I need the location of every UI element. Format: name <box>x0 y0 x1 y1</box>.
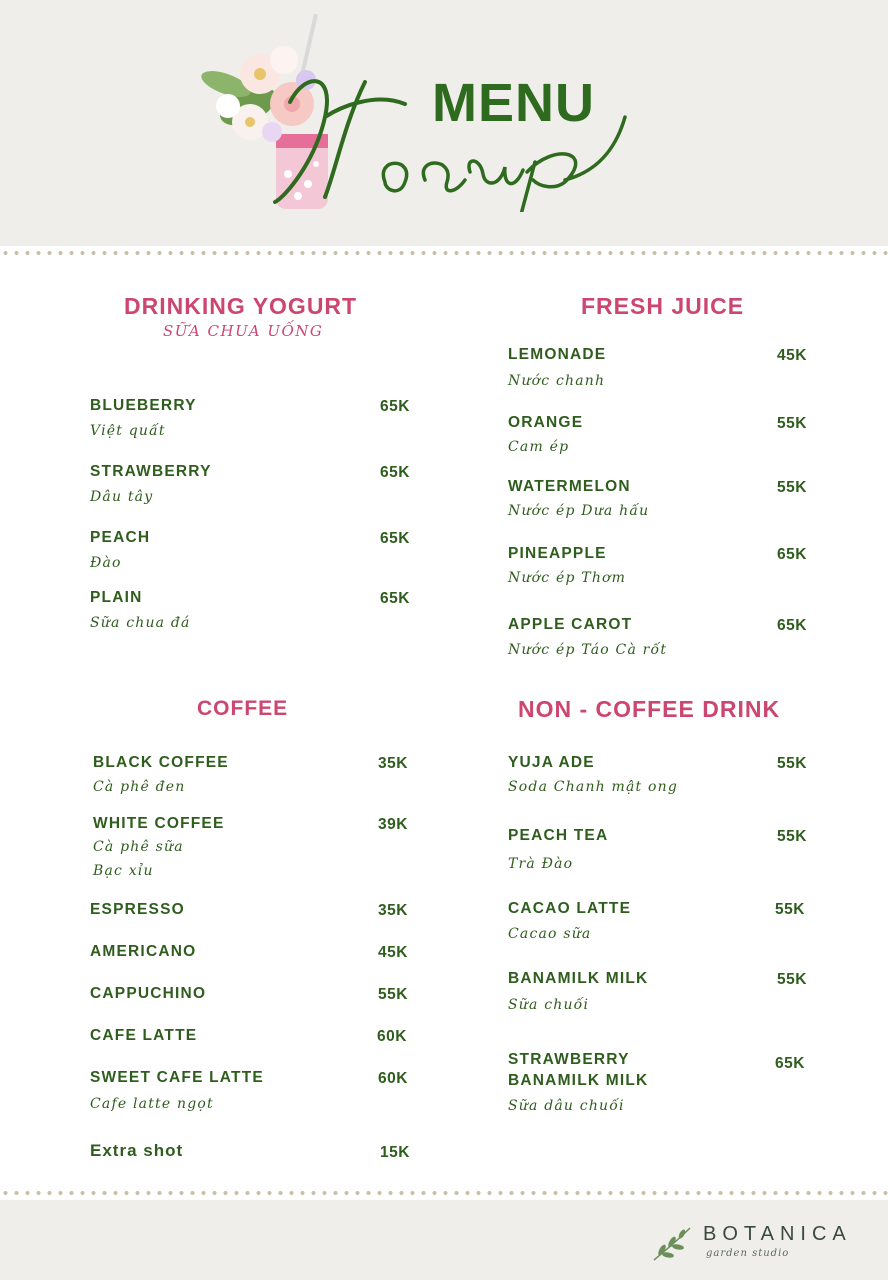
menu-item-name: BLACK COFFEE <box>93 754 229 771</box>
menu-item-translation: Sữa dâu chuối <box>508 1098 625 1114</box>
menu-item-price: 55K <box>777 828 807 845</box>
menu-item-price: 55K <box>378 986 408 1003</box>
menu-item-price: 45K <box>378 944 408 961</box>
menu-item-name: BLUEBERRY <box>90 397 197 414</box>
menu-item-price: 35K <box>378 755 408 772</box>
section-title-non-coffee: NON - COFFEE DRINK <box>518 696 781 722</box>
menu-item-name-line2: BANAMILK MILK <box>508 1072 649 1089</box>
menu-item-name: PINEAPPLE <box>508 545 607 562</box>
menu-item-price: 60K <box>378 1070 408 1087</box>
menu-item-name: PEACH <box>90 529 151 546</box>
menu-item-translation: Nước chanh <box>508 373 606 389</box>
leaf-branch-icon <box>650 1224 694 1264</box>
top-dotted-divider <box>0 250 888 256</box>
menu-item-price: 65K <box>380 398 410 415</box>
menu-item-name: CACAO LATTE <box>508 900 632 917</box>
menu-item-price: 65K <box>777 546 807 563</box>
menu-item-translation: Sữa chuối <box>508 997 590 1013</box>
menu-item-name: LEMONADE <box>508 346 607 363</box>
menu-item-name: ESPRESSO <box>90 901 185 918</box>
bottom-dotted-divider <box>0 1190 888 1196</box>
menu-item-price: 35K <box>378 902 408 919</box>
menu-item-translation-alt: Bạc xỉu <box>93 863 154 879</box>
menu-item-price: 65K <box>380 590 410 607</box>
menu-item-translation: Sữa chua đá <box>90 615 191 631</box>
menu-item-price: 55K <box>775 901 805 918</box>
menu-item-price: 65K <box>775 1055 805 1072</box>
section-title-coffee: COFFEE <box>197 697 289 720</box>
menu-item-price: 39K <box>378 816 408 833</box>
menu-item-translation: Việt quất <box>90 423 166 439</box>
menu-item-price: 60K <box>377 1028 407 1045</box>
menu-item-translation: Nước ép Thơm <box>508 570 627 586</box>
menu-item-price: 55K <box>777 971 807 988</box>
menu-item-translation: Cacao sữa <box>508 926 592 942</box>
menu-item-price: 45K <box>777 347 807 364</box>
menu-item-name: STRAWBERRY <box>508 1051 630 1068</box>
botanica-logo-subtitle: garden studio <box>706 1248 790 1259</box>
menu-item-translation: Dâu tây <box>90 489 154 505</box>
section-subtitle-drinking-yogurt: SỮA CHUA UỐNG <box>163 322 324 340</box>
menu-item-name: PLAIN <box>90 589 143 606</box>
menu-item-name: YUJA ADE <box>508 754 595 771</box>
menu-item-translation: Cà phê sữa <box>93 839 184 855</box>
menu-item-price: 55K <box>777 415 807 432</box>
menu-item-name: BANAMILK MILK <box>508 970 649 987</box>
menu-item-name: WHITE COFFEE <box>93 815 225 832</box>
section-title-fresh-juice: FRESH JUICE <box>581 293 745 319</box>
menu-item-name: STRAWBERRY <box>90 463 212 480</box>
menu-item-price: 55K <box>777 755 807 772</box>
menu-item-price: 65K <box>777 617 807 634</box>
menu-item-translation: Cà phê đen <box>93 779 186 795</box>
menu-title: MENU <box>432 73 595 133</box>
menu-item-name: SWEET CAFE LATTE <box>90 1069 264 1086</box>
menu-item-translation: Nước ép Dưa hấu <box>508 503 650 519</box>
menu-item-translation: Soda Chanh mật ong <box>508 779 679 795</box>
menu-item-translation: Cafe latte ngọt <box>90 1096 214 1112</box>
menu-item-name: ORANGE <box>508 414 584 431</box>
menu-item-name: WATERMELON <box>508 478 631 495</box>
section-title-drinking-yogurt: DRINKING YOGURT <box>124 293 358 319</box>
menu-item-name: APPLE CAROT <box>508 616 633 633</box>
menu-item-name: CAPPUCHINO <box>90 985 207 1002</box>
menu-item-translation: Trà Đào <box>508 856 574 872</box>
menu-item-translation: Nước ép Táo Cà rốt <box>508 642 668 658</box>
menu-item-price: 55K <box>777 479 807 496</box>
menu-item-translation: Cam ép <box>508 439 570 455</box>
menu-item-price: 65K <box>380 464 410 481</box>
menu-item-name: PEACH TEA <box>508 827 609 844</box>
botanica-logo: BOTANICA <box>703 1223 852 1245</box>
menu-item-name: AMERICANO <box>90 943 197 960</box>
menu-item-name: CAFE LATTE <box>90 1027 198 1044</box>
menu-item-price: 65K <box>380 530 410 547</box>
menu-item-price: 15K <box>380 1144 410 1161</box>
menu-item-name-extra-shot: Extra shot <box>90 1141 184 1160</box>
menu-item-translation: Đào <box>90 555 122 571</box>
